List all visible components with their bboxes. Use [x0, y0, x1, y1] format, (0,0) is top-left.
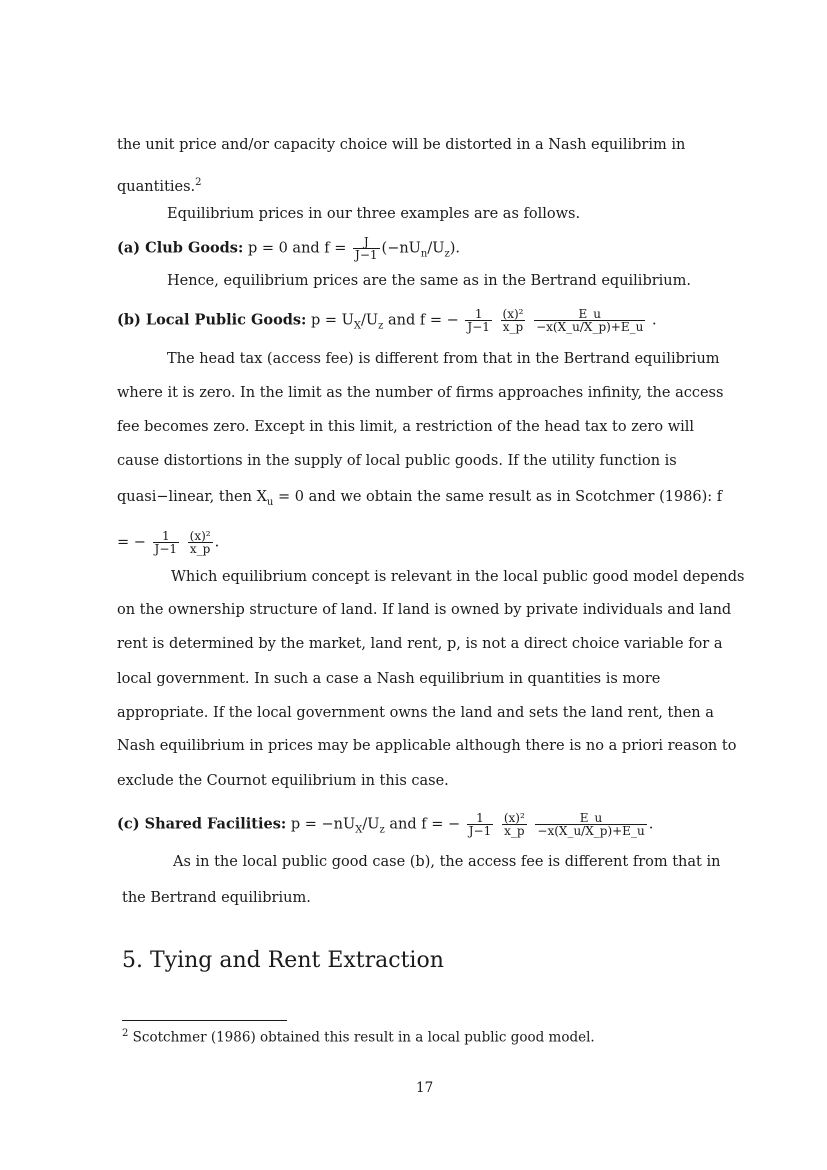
equation-a: (a) Club Goods: p = 0 and f = $\frac{J}{J-1}$ $(-nU_n/U_z)$. [117, 235, 461, 262]
paragraph-line: fee becomes zero. Except in this limit, a restriction of the head tax to zero will [117, 419, 695, 435]
footnote-mark: 2 [122, 1028, 129, 1039]
fraction: $\frac{1}{J-1}$ [468, 811, 492, 838]
footnote-text: Scotchmer (1986) obtained this result in a local public good model. [132, 1029, 595, 1046]
equation-b: (b) Local Public Goods: $p = U_X/U_z$ and f = − $\frac{1}{J-1}$ $\frac{\text{(x)²}}{x\_p}$ $\frac{E\_u}{-x(X\_u/X\_p)+E\_u}$ . [117, 307, 657, 334]
fraction: $\frac{\text{(x)²}}{x\_p}$ [502, 307, 524, 334]
paragraph-line: on the ownership structure of land. If land is owned by private individuals and land [117, 602, 732, 618]
paragraph-line: The head tax (access fee) is different from that in the Bertrand equilibrium [167, 351, 720, 367]
paragraph-line: quasi−linear, then $X_u = 0$ and we obtain the same result as in Scotchmer (1986): f [117, 489, 723, 508]
text: the unit price and/or capacity choice will be distorted in a Nash equilibrim in [117, 137, 686, 153]
equation-label: (c) Shared Facilities: [117, 815, 287, 833]
paragraph-line [117, 174, 202, 196]
paragraph-line: Which equilibrium concept is relevant in the local public good model depends [171, 569, 745, 585]
page-number: 17 [416, 1080, 434, 1096]
fraction: $\frac{\text{(x)²}}{x\_p}$ [503, 811, 525, 838]
paragraph-line: As in the local public good case (b), the access fee is different from that in [173, 854, 721, 870]
equation-label: (b) Local Public Goods: [117, 311, 307, 329]
paragraph-line: where it is zero. In the limit as the number of firms approaches infinity, the access [117, 385, 724, 401]
fraction: $\frac{1}{J-1}$ [154, 529, 178, 556]
fraction: $\frac{\text{(x)²}}{x\_p}$ [189, 529, 211, 556]
equation-text: p = 0 and f = [247, 240, 347, 257]
paragraph-line: rent is determined by the market, land rent, p, is not a direct choice variable for a [117, 636, 723, 652]
paragraph-line: the Bertrand equilibrium. [122, 890, 311, 906]
text: quantities. [117, 178, 196, 195]
footnote-ref: 2 [195, 177, 202, 188]
equation-label: (a) Club Goods: [117, 239, 244, 257]
paragraph-line: local government. In such a case a Nash equilibrium in quantities is more [117, 671, 661, 687]
text: Equilibrium prices in our three examples are as follows. [167, 206, 581, 222]
fraction: $\frac{J}{J-1}$ [355, 235, 378, 262]
fraction: $\frac{1}{J-1}$ [467, 307, 490, 334]
footnote [122, 1028, 595, 1046]
footnote-divider [122, 1020, 287, 1021]
paragraph-line: appropriate. If the local government owns the land and sets the land rent, then a [117, 705, 714, 721]
text: Hence, equilibrium prices are the same as in the Bertrand equilibrium. [167, 273, 691, 289]
paragraph-line: cause distortions in the supply of local public goods. If the utility function is [117, 453, 677, 469]
section-heading: 5. Tying and Rent Extraction [122, 948, 444, 973]
fraction: $\frac{E\_u}{-x(X\_u/X\_p)+E\_u}$ [536, 307, 644, 334]
fraction: $\frac{E\_u}{-x(X\_u/X\_p)+E\_u}$ [537, 811, 645, 838]
equation-c: (c) Shared Facilities: $p = -nU_X/U_z$ and f = − $\frac{1}{J-1}$ $\frac{\text{(x)²}}{x\_p}$ $\frac{E\_u}{-x(X\_u/X\_p)+E\_u}$ . [117, 811, 654, 838]
paragraph-line [167, 272, 691, 290]
paragraph-line: exclude the Cournot equilibrium in this case. [117, 773, 449, 789]
paragraph-line [167, 205, 580, 223]
paragraph-line: Nash equilibrium in prices may be applicable although there is no a priori reason to [117, 738, 737, 754]
paragraph-line [117, 136, 685, 154]
equation-inline: = − $\frac{1}{J-1}$ $\frac{\text{(x)²}}{x\_p}$ . [117, 529, 220, 556]
